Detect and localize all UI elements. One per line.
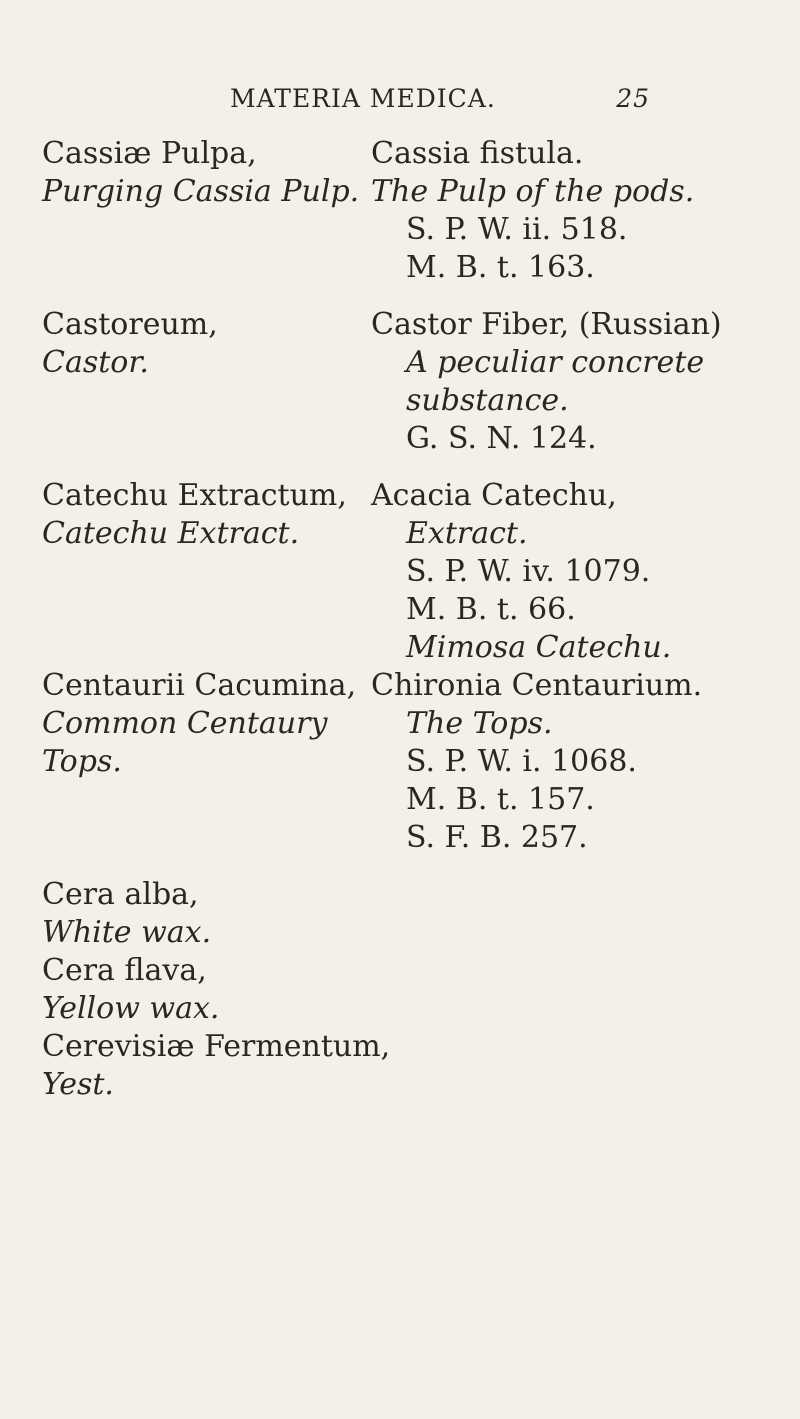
reference: S. P. W. iv. 1079.	[406, 554, 651, 589]
part-used: The Pulp of the pods.	[371, 174, 695, 209]
english-name: Yest.	[42, 1067, 114, 1102]
reference: S. P. W. ii. 518.	[406, 212, 628, 247]
reference: G. S. N. 124.	[406, 421, 597, 456]
animal-source: Castor Fiber, (Russian)	[371, 307, 722, 342]
latin-name: Cassiæ Pulpa,	[42, 136, 257, 171]
synonym: Mimosa Catechu.	[406, 630, 672, 665]
latin-name: Cerevisiæ Fermentum,	[42, 1029, 391, 1064]
description: substance.	[406, 383, 569, 418]
page-number: 25	[616, 84, 650, 113]
header-title: MATERIA MEDICA.	[230, 84, 496, 113]
english-name: Catechu Extract.	[42, 516, 300, 551]
english-name: White wax.	[42, 915, 212, 950]
english-name: Common Centaury	[42, 706, 328, 741]
reference: M. B. t. 163.	[406, 250, 595, 285]
reference: M. B. t. 66.	[406, 592, 576, 627]
reference: S. P. W. i. 1068.	[406, 744, 637, 779]
botanical-source: Cassia fistula.	[371, 136, 584, 171]
botanical-source: Acacia Catechu,	[371, 478, 617, 513]
reference: M. B. t. 157.	[406, 782, 595, 817]
latin-name: Catechu Extractum,	[42, 478, 347, 513]
running-header	[230, 84, 650, 113]
latin-name: Centaurii Cacumina,	[42, 668, 357, 703]
latin-name: Castoreum,	[42, 307, 218, 342]
latin-name: Cera alba,	[42, 877, 199, 912]
english-name: Purging Cassia Pulp.	[42, 174, 360, 209]
english-name: Tops.	[42, 744, 122, 779]
english-name: Castor.	[42, 345, 149, 380]
latin-name: Cera flava,	[42, 953, 207, 988]
english-name: Yellow wax.	[42, 991, 220, 1026]
reference: S. F. B. 257.	[406, 820, 588, 855]
botanical-source: Chironia Centaurium.	[371, 668, 703, 703]
part-used: Extract.	[406, 516, 528, 551]
description: A peculiar concrete	[406, 345, 705, 380]
part-used: The Tops.	[406, 706, 553, 741]
